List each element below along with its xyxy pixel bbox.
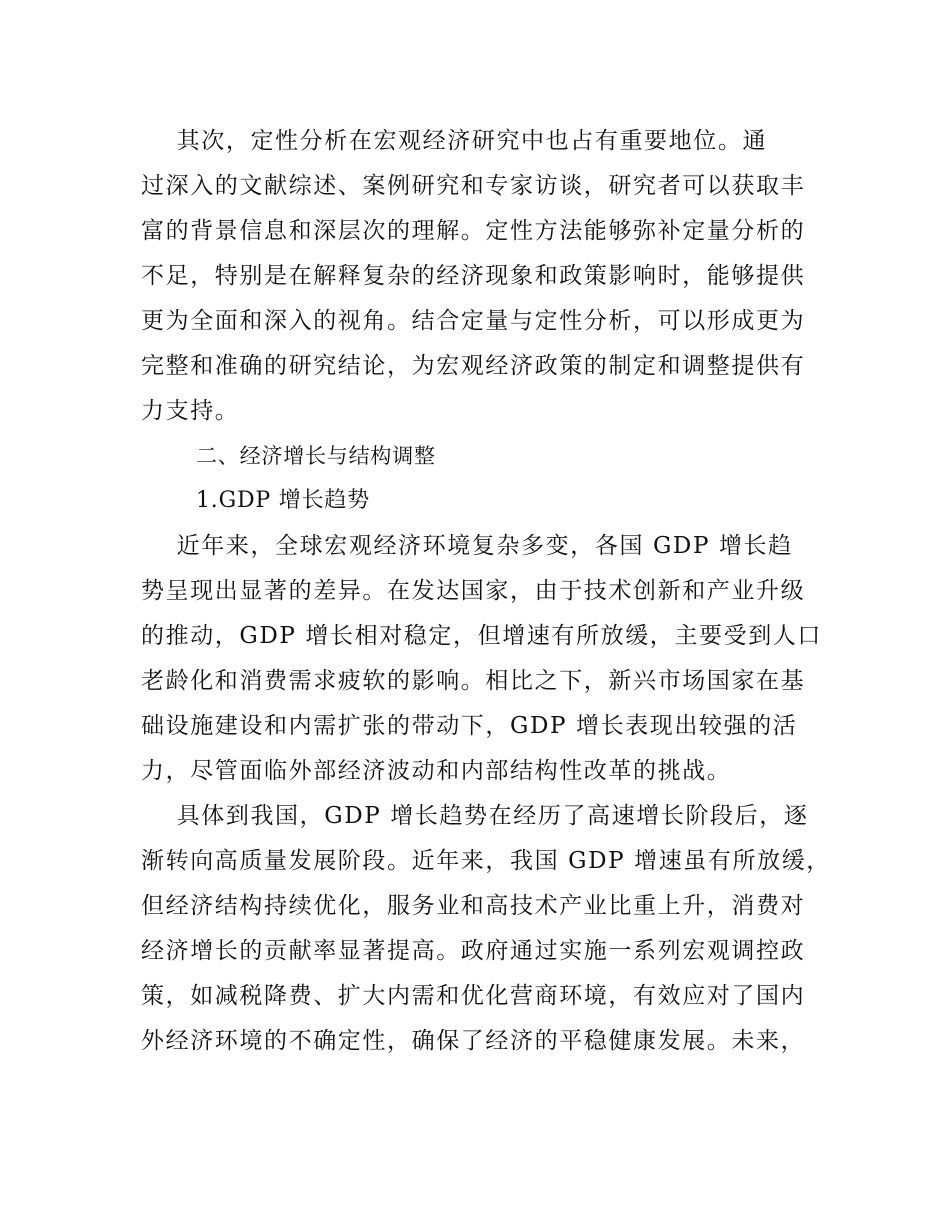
text-line: 近年来，全球宏观经济环境复杂多变，各国 GDP 增长趋	[141, 533, 793, 559]
text-line: 完整和准确的研究结论，为宏观经济政策的制定和调整提供有	[141, 353, 806, 379]
text-line: 不足，特别是在解释复杂的经济现象和政策影响时，能够提供	[141, 263, 806, 289]
text-line: 更为全面和深入的视角。结合定量与定性分析，可以形成更为	[141, 308, 806, 334]
text-line: 其次，定性分析在宏观经济研究中也占有重要地位。通	[141, 128, 768, 154]
text-line: 具体到我国，GDP 增长趋势在经历了高速增长阶段后，逐	[141, 803, 809, 829]
text-line: 外经济环境的不确定性，确保了经济的平稳健康发展。未来，	[141, 1028, 806, 1054]
text-line: 础设施建设和内需扩张的带动下，GDP 增长表现出较强的活	[141, 713, 798, 739]
paragraph-qualitative-analysis	[141, 121, 816, 431]
text-line: 势呈现出显著的差异。在发达国家，由于技术创新和产业升级	[141, 578, 806, 604]
section-heading: 二、经济增长与结构调整	[196, 444, 436, 468]
subsection-heading: 1.GDP 增长趋势	[196, 488, 370, 513]
text-line: 渐转向高质量发展阶段。近年来，我国 GDP 增速虽有所放缓，	[141, 848, 831, 874]
document-body	[141, 121, 831, 1066]
text-line: 过深入的文献综述、案例研究和专家访谈，研究者可以获取丰	[141, 173, 806, 199]
text-line: 力支持。	[141, 398, 240, 424]
paragraph-global-gdp-trends	[141, 526, 822, 791]
text-line: 力，尽管面临外部经济波动和内部结构性改革的挑战。	[141, 758, 732, 784]
text-line: 的推动，GDP 增长相对稳定，但增速有所放缓，主要受到人口	[141, 623, 822, 649]
paragraph-china-gdp-trends	[141, 796, 831, 1061]
text-line: 老龄化和消费需求疲软的影响。相比之下，新兴市场国家在基	[141, 668, 806, 694]
text-line: 但经济结构持续优化，服务业和高技术产业比重上升，消费对	[141, 893, 806, 919]
text-line: 富的背景信息和深层次的理解。定性方法能够弥补定量分析的	[141, 218, 806, 244]
text-line: 策，如减税降费、扩大内需和优化营商环境，有效应对了国内	[141, 983, 806, 1009]
text-line: 经济增长的贡献率显著提高。政府通过实施一系列宏观调控政	[141, 938, 806, 964]
